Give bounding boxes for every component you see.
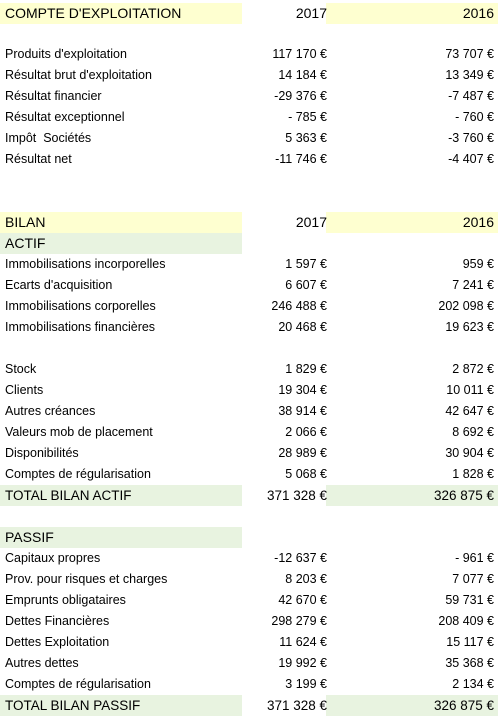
row-label: Immobilisations corporelles: [5, 299, 156, 313]
table-row: [0, 443, 498, 464]
row-value-2017: 19 992 €: [278, 656, 327, 670]
row-value-2016: 7 241 €: [452, 278, 494, 292]
row-label: Capitaux propres: [5, 551, 101, 565]
row-value-2016: 208 409 €: [438, 614, 494, 628]
row-label: Emprunts obligataires: [5, 593, 126, 607]
row-value-2017: 117 170 €: [272, 47, 327, 61]
row-value-2016: 73 707 €: [445, 47, 494, 61]
total-passif-2017: 371 328 €: [266, 698, 327, 713]
table-row: [0, 464, 498, 485]
row-value-2016: 2 134 €: [452, 677, 494, 691]
row-value-2017: 1 829 €: [285, 362, 327, 376]
passif-header-row: [0, 527, 498, 548]
row-label: Autres créances: [5, 404, 96, 418]
row-value-2016: 35 368 €: [445, 656, 494, 670]
row-label: Immobilisations financières: [5, 320, 156, 334]
row-value-2016: 42 647 €: [445, 404, 494, 418]
row-label: Clients: [5, 383, 44, 397]
total-actif-2017: 371 328 €: [266, 488, 327, 503]
row-label: Valeurs mob de placement: [5, 425, 153, 439]
row-value-2016: -7 487 €: [448, 89, 494, 103]
total-actif-row: [0, 485, 498, 506]
table-row: [0, 65, 498, 86]
row-label: Disponibilités: [5, 446, 79, 460]
row-value-2016: 30 904 €: [445, 446, 494, 460]
row-value-2016: 8 692 €: [452, 425, 494, 439]
row-value-2017: 1 597 €: [285, 257, 327, 271]
bilan-title: BILAN: [5, 214, 46, 230]
total-actif-label: TOTAL BILAN ACTIF: [5, 488, 132, 503]
row-label: Résultat brut d'exploitation: [5, 68, 152, 82]
compte-header-row: [0, 3, 498, 24]
row-value-2017: 38 914 €: [278, 404, 327, 418]
row-value-2017: -29 376 €: [274, 89, 327, 103]
table-row: [0, 359, 498, 380]
row-value-2017: 11 624 €: [279, 635, 327, 649]
table-row: [0, 128, 498, 149]
row-value-2016: 19 623 €: [445, 320, 494, 334]
bilan-header-row: [0, 212, 498, 233]
row-value-2016: 15 117 €: [446, 635, 494, 649]
row-value-2017: 8 203 €: [285, 572, 327, 586]
row-label: Prov. pour risques et charges: [5, 572, 168, 586]
actif-title: ACTIF: [5, 235, 46, 251]
table-row: [0, 86, 498, 107]
row-label: Dettes Financières: [5, 614, 110, 628]
row-label: Résultat exceptionnel: [5, 110, 125, 124]
row-label: Comptes de régularisation: [5, 677, 151, 691]
total-passif-2016: 326 875 €: [433, 698, 494, 713]
table-row: [0, 296, 498, 317]
row-value-2016: - 760 €: [455, 110, 494, 124]
table-row: [0, 149, 498, 170]
total-passif-label: TOTAL BILAN PASSIF: [5, 698, 141, 713]
table-row: [0, 674, 498, 695]
row-value-2017: 3 199 €: [285, 677, 327, 691]
row-label: Autres dettes: [5, 656, 79, 670]
row-value-2017: 6 607 €: [285, 278, 327, 292]
row-value-2016: -4 407 €: [448, 152, 494, 166]
row-value-2017: -12 637 €: [274, 551, 327, 565]
row-label: Dettes Exploitation: [5, 635, 110, 649]
row-value-2017: 19 304 €: [278, 383, 327, 397]
total-actif-2016: 326 875 €: [433, 488, 494, 503]
row-label: Ecarts d'acquisition: [5, 278, 113, 292]
row-label: Résultat net: [5, 152, 72, 166]
table-row: [0, 611, 498, 632]
row-label: Impôt Sociétés: [5, 131, 92, 145]
row-value-2017: 5 068 €: [285, 467, 327, 481]
bilan-year2: 2016: [462, 214, 494, 230]
table-row: [0, 275, 498, 296]
row-label: Comptes de régularisation: [5, 467, 151, 481]
row-label: Immobilisations incorporelles: [5, 257, 166, 271]
compte-title: COMPTE D'EXPLOITATION: [5, 5, 182, 21]
actif-header-row: [0, 233, 498, 254]
total-passif-row: [0, 695, 498, 716]
row-value-2016: 13 349 €: [445, 68, 494, 82]
row-value-2016: 202 098 €: [438, 299, 494, 313]
row-label: Stock: [5, 362, 37, 376]
row-value-2017: 28 989 €: [278, 446, 327, 460]
table-row: [0, 548, 498, 569]
row-value-2017: 5 363 €: [285, 131, 327, 145]
row-value-2016: 59 731 €: [445, 593, 494, 607]
row-value-2016: -3 760 €: [448, 131, 494, 145]
row-value-2016: 1 828 €: [452, 467, 494, 481]
row-value-2016: - 961 €: [455, 551, 494, 565]
table-row: [0, 590, 498, 611]
table-row: [0, 632, 498, 653]
table-row: [0, 653, 498, 674]
row-value-2016: 10 011 €: [446, 383, 494, 397]
row-value-2017: 42 670 €: [278, 593, 327, 607]
row-value-2017: 246 488 €: [271, 299, 327, 313]
table-row: [0, 254, 498, 275]
table-row: [0, 569, 498, 590]
row-value-2017: 2 066 €: [285, 425, 327, 439]
row-value-2016: 2 872 €: [452, 362, 494, 376]
table-row: [0, 317, 498, 338]
table-row: [0, 107, 498, 128]
row-value-2017: 14 184 €: [278, 68, 327, 82]
bilan-year1: 2017: [295, 214, 327, 230]
table-row: [0, 380, 498, 401]
row-label: Résultat financier: [5, 89, 102, 103]
passif-title: PASSIF: [5, 529, 54, 545]
table-row: [0, 44, 498, 65]
row-value-2016: 959 €: [462, 257, 494, 271]
row-value-2017: 298 279 €: [271, 614, 327, 628]
row-value-2016: 7 077 €: [452, 572, 494, 586]
row-value-2017: - 785 €: [288, 110, 327, 124]
table-row: [0, 401, 498, 422]
compte-year2: 2016: [462, 5, 494, 21]
compte-year1: 2017: [295, 5, 327, 21]
row-label: Produits d'exploitation: [5, 47, 127, 61]
table-row: [0, 422, 498, 443]
row-value-2017: 20 468 €: [278, 320, 327, 334]
row-value-2017: -11 746 €: [275, 152, 327, 166]
